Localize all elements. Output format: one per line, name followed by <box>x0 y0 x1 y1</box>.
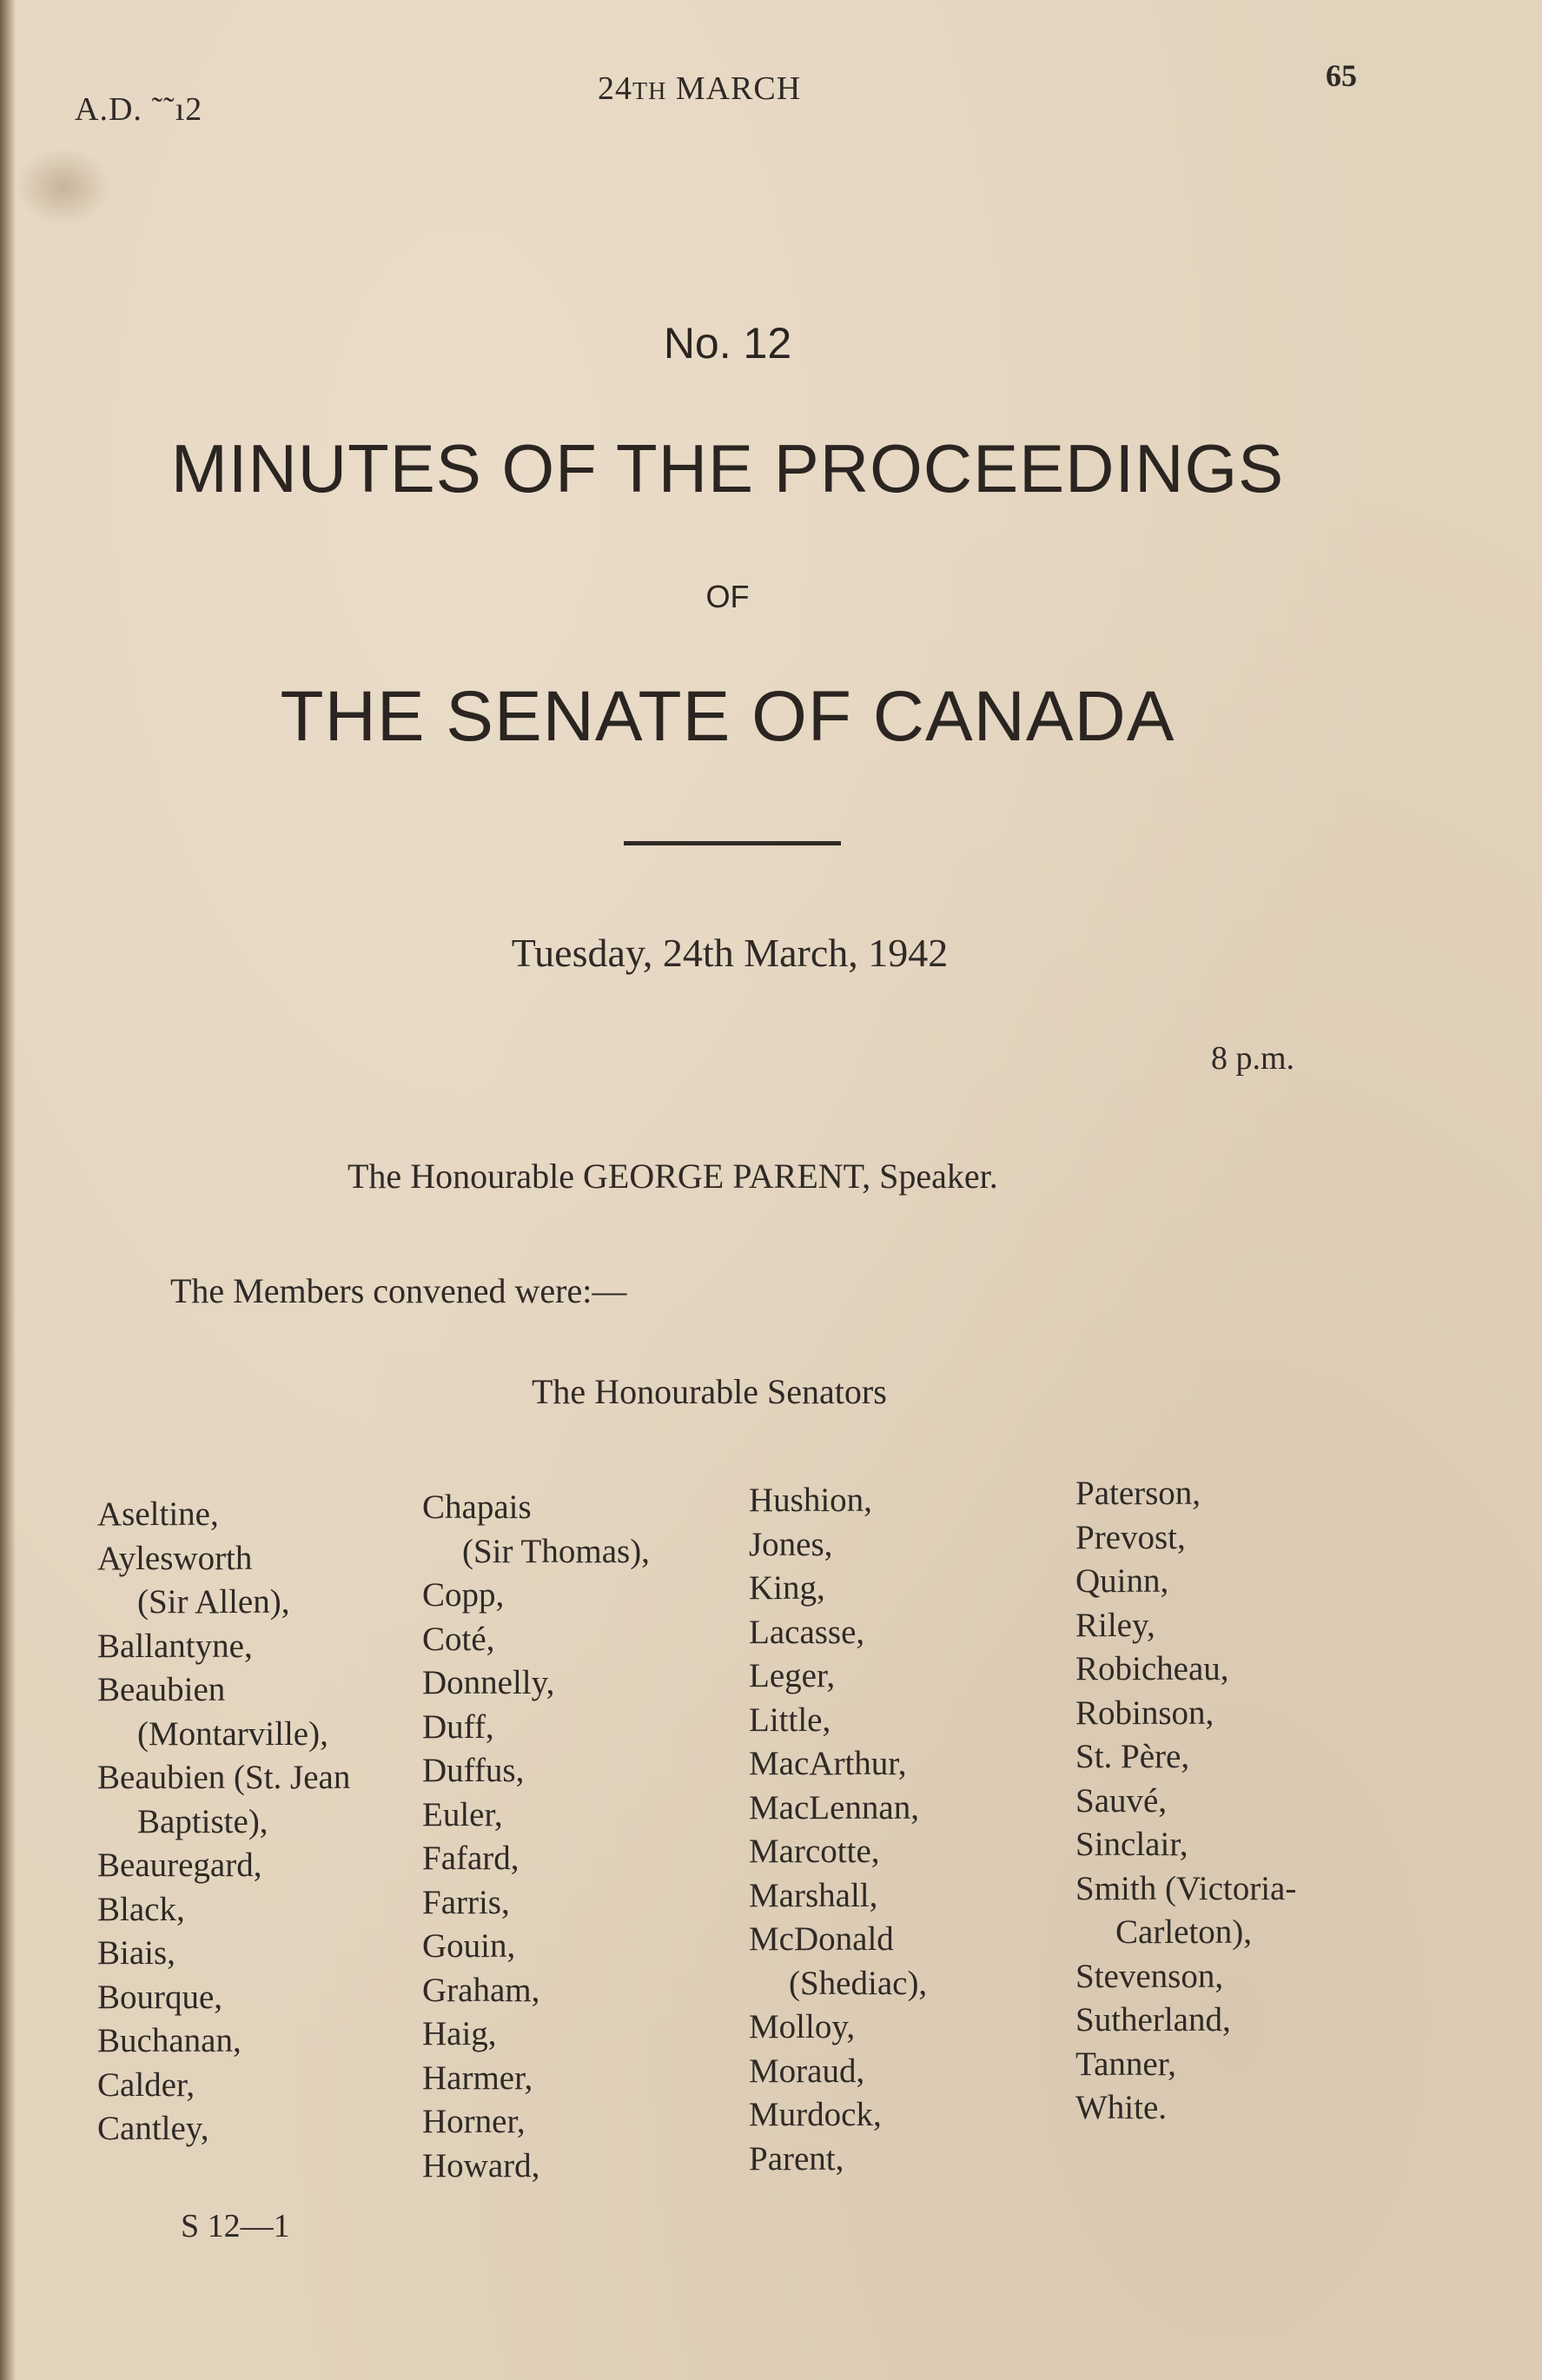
senator-name: Ballantyne, <box>97 1627 253 1665</box>
senator-name: Euler, <box>422 1795 503 1833</box>
senator-name: Duffus, <box>422 1752 525 1789</box>
senator-name: Marcotte, <box>749 1833 880 1870</box>
senator-name: White. <box>1075 2089 1168 2126</box>
senator-name: Aseltine, <box>97 1495 219 1533</box>
senator-name: Sinclair, <box>1075 1826 1188 1863</box>
senator-name: Sauvé, <box>1075 1781 1168 1820</box>
senators-column-2 <box>422 1486 650 2188</box>
senator-name: Fafard, <box>422 1840 520 1877</box>
senators-column-4 <box>1075 1472 1296 2131</box>
senator-name: Copp, <box>422 1576 505 1614</box>
senator-name: Prevost, <box>1075 1518 1186 1556</box>
senator-name: (Sir Thomas), <box>462 1532 650 1570</box>
senator-name: McDonald <box>749 1920 894 1958</box>
senator-name: King, <box>749 1569 825 1607</box>
senator-name: Biais, <box>97 1934 175 1972</box>
senator-name: Beaubien (St. Jean <box>97 1759 351 1796</box>
senator-name: Stevenson, <box>1075 1957 1224 1995</box>
senator-name: Molloy, <box>749 2008 856 2045</box>
header-day: 24 <box>598 70 632 107</box>
senator-name: Buchanan, <box>97 2022 242 2059</box>
senator-name: Robinson, <box>1075 1694 1214 1732</box>
title-minutes: MINUTES OF THE PROCEEDINGS <box>170 430 1285 507</box>
senator-name: Robicheau, <box>1075 1650 1229 1687</box>
senator-name: Aylesworth <box>97 1539 253 1577</box>
senator-name: Lacasse, <box>749 1613 865 1651</box>
senator-name: Jones, <box>749 1525 833 1563</box>
senator-name: (Shediac), <box>789 1964 928 2002</box>
senator-name: Quinn, <box>1075 1562 1169 1600</box>
senator-name: Harmer, <box>422 2058 533 2097</box>
signature-mark: S 12—1 <box>181 2208 290 2244</box>
header-month: MARCH <box>675 70 802 107</box>
senator-name: Cantley, <box>97 2110 209 2147</box>
issue-number: No. 12 <box>663 319 792 368</box>
senator-name: Graham, <box>422 1971 540 2009</box>
senator-name: Carleton), <box>1115 1913 1253 1951</box>
senator-name: Smith (Victoria- <box>1075 1869 1297 1907</box>
senator-name: Haig, <box>422 2015 497 2052</box>
senator-name: Chapais <box>422 1488 532 1526</box>
senator-name: Bourque, <box>97 1978 223 2016</box>
senator-name: Sutherland, <box>1075 2001 1231 2039</box>
senator-name: Horner, <box>422 2103 526 2140</box>
senator-name: Baptiste), <box>137 1802 268 1840</box>
senator-name: MacLennan, <box>749 1788 919 1826</box>
senators-heading: The Honourable Senators <box>532 1372 887 1411</box>
senator-name: Coté, <box>422 1620 495 1658</box>
senator-name: Parent, <box>749 2139 844 2178</box>
senator-name: Howard, <box>422 2146 540 2184</box>
senators-column-1 <box>97 1493 350 2151</box>
senators-column-3 <box>749 1479 927 2181</box>
senator-name: Marshall, <box>749 1876 878 1914</box>
senator-name: Tanner, <box>1075 2045 1176 2083</box>
senator-name: Moraud, <box>749 2052 865 2090</box>
senator-name: Little, <box>749 1700 831 1739</box>
header-day-suffix: TH <box>632 78 667 105</box>
senator-name: Farris, <box>422 1883 510 1921</box>
title-of: OF <box>705 579 750 614</box>
senator-name: (Montarville), <box>137 1714 328 1753</box>
senator-name: MacArthur, <box>749 1745 907 1782</box>
senator-name: Murdock, <box>749 2096 882 2133</box>
senator-name: Gouin, <box>422 1927 516 1965</box>
senator-name: Riley, <box>1075 1606 1155 1644</box>
senator-name: Duff, <box>422 1707 494 1746</box>
senator-name: Beauregard, <box>97 1846 262 1884</box>
senator-name: (Sir Allen), <box>137 1583 290 1621</box>
session-time: 8 p.m. <box>1211 1040 1295 1077</box>
paper-stain <box>16 148 111 226</box>
page-number: 65 <box>1326 58 1357 93</box>
speaker-line: The Honourable GEORGE PARENT, Speaker. <box>347 1157 998 1196</box>
senator-name: Donnelly, <box>422 1664 555 1701</box>
session-date: Tuesday, 24th March, 1942 <box>511 931 949 975</box>
members-convened: The Members convened were:— <box>170 1271 627 1310</box>
senator-name: Calder, <box>97 2065 195 2104</box>
senator-name: Beaubien <box>97 1671 226 1708</box>
title-senate: THE SENATE OF CANADA <box>280 677 1175 756</box>
senator-name: Paterson, <box>1075 1475 1201 1512</box>
header-date <box>598 70 801 108</box>
title-divider <box>624 841 841 845</box>
senator-name: Black, <box>97 1890 185 1928</box>
senator-name: St. Père, <box>1075 1738 1190 1775</box>
senator-name: Leger, <box>749 1657 836 1694</box>
senator-name: Hushion, <box>749 1482 872 1519</box>
header-year: A.D. ˜˜ı2 <box>75 91 203 128</box>
